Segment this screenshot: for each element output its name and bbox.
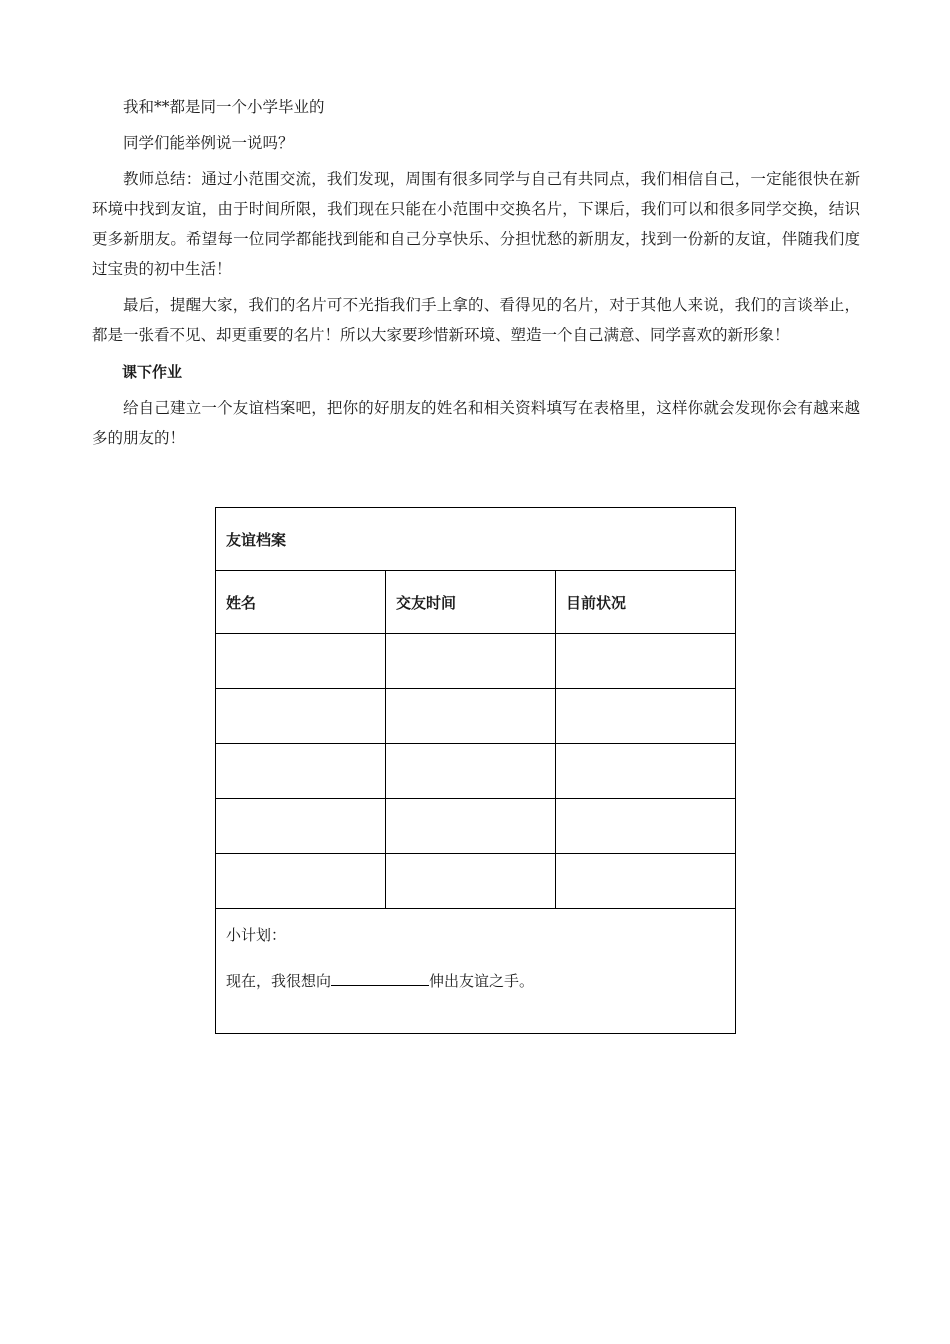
- table-cell[interactable]: [556, 854, 736, 909]
- paragraph-teacher-summary: 教师总结：通过小范围交流，我们发现，周围有很多同学与自己有共同点，我们相信自己，一定能很快在新环境中找到友谊，由于时间所限，我们现在只能在小范围中交换名片，下课后，我们可以和很多同学交换，结识更多新朋友。希望每一位同学都能找到能和自己分享快乐、分担忧愁的新朋友，找到一份新的友谊，伴随我们度过宝贵的初中生活！: [92, 170, 860, 278]
- plan-prefix: 现在，我很想向: [226, 972, 332, 990]
- table-cell[interactable]: [386, 854, 556, 909]
- table-row: [216, 854, 736, 909]
- paragraph-homework: 给自己建立一个友谊档案吧，把你的好朋友的姓名和相关资料填写在表格里，这样你就会发现你会有越来越多的朋友的！: [92, 399, 860, 447]
- plan-suffix: 伸出友谊之手。: [429, 972, 535, 990]
- paragraph-reminder: 最后，提醒大家，我们的名片可不光指我们手上拿的、看得见的名片，对于其他人来说，我们的言谈举止，都是一张看不见、却更重要的名片！所以大家要珍惜新环境、塑造一个自己满意、同学喜欢的新形象！: [92, 296, 860, 344]
- table-cell[interactable]: [556, 799, 736, 854]
- table-cell[interactable]: [386, 634, 556, 689]
- table-cell[interactable]: [216, 854, 386, 909]
- table-cell[interactable]: [386, 744, 556, 799]
- paragraph-1: 我和**都是同一个小学毕业的: [123, 98, 325, 116]
- column-header-status: 目前状况: [556, 571, 736, 634]
- table-row: [216, 634, 736, 689]
- table-cell[interactable]: [556, 634, 736, 689]
- table-cell[interactable]: [386, 799, 556, 854]
- plan-cell: [216, 909, 736, 1034]
- plan-label: 小计划：: [226, 926, 287, 944]
- table-cell[interactable]: [216, 689, 386, 744]
- homework-heading: 课下作业: [122, 363, 183, 381]
- column-header-friend-since: 交友时间: [386, 571, 556, 634]
- table-cell[interactable]: [216, 799, 386, 854]
- document-body: [92, 92, 860, 453]
- table-cell[interactable]: [386, 689, 556, 744]
- plan-sentence: [226, 969, 725, 993]
- table-cell[interactable]: [556, 689, 736, 744]
- fill-in-blank[interactable]: [331, 969, 429, 986]
- table-row: [216, 799, 736, 854]
- table-cell[interactable]: [556, 744, 736, 799]
- column-header-name: 姓名: [216, 571, 386, 634]
- table-row: [216, 689, 736, 744]
- table-row: [216, 744, 736, 799]
- table-cell[interactable]: [216, 744, 386, 799]
- table-title: 友谊档案: [216, 508, 736, 571]
- table-cell[interactable]: [216, 634, 386, 689]
- friendship-record-table: [215, 507, 736, 1034]
- paragraph-2: 同学们能举例说一说吗？: [123, 134, 294, 152]
